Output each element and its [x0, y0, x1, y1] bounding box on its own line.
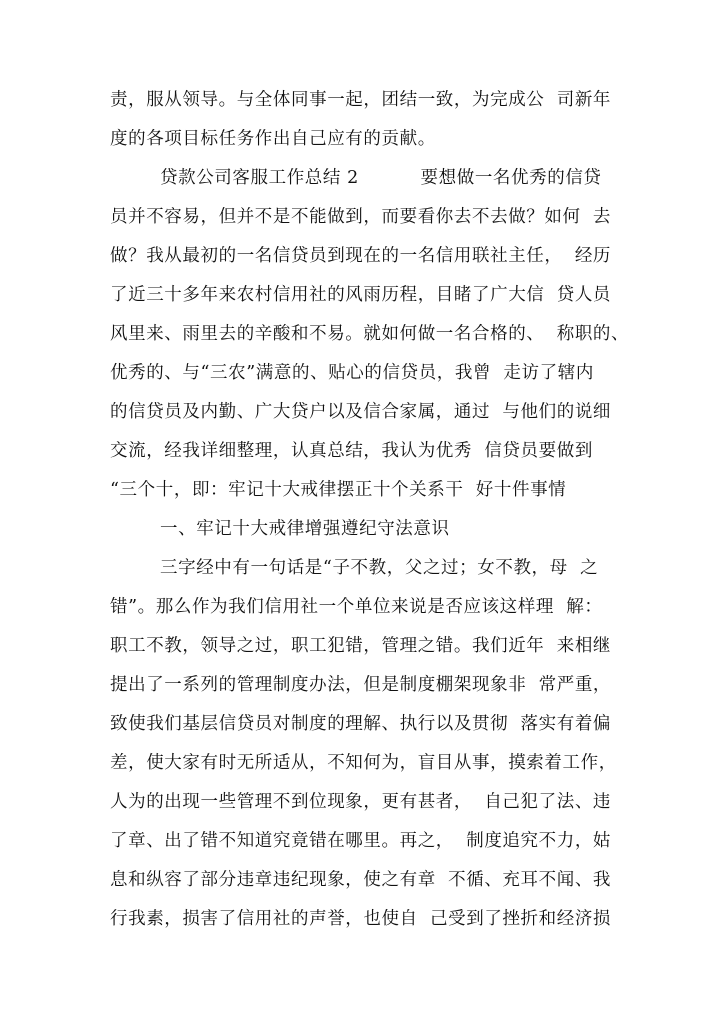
paragraph-line: 做？我从最初的一名信贷员到现在的一名信用联社主任， 经历 [110, 246, 612, 266]
paragraph-line: 三字经中有一句话是“子不教，父之过；女不教，母 之 [160, 558, 599, 578]
paragraph-line: 责，服从领导。与全体同事一起，团结一致，为完成公 司新年 [110, 90, 612, 110]
section-heading: 一、牢记十大戒律增强遵纪守法意识 [160, 519, 450, 539]
paragraph-line: 息和纵容了部分违章违纪现象，使之有章 不循、充耳不闻、我 [110, 870, 612, 890]
paragraph-line: 优秀的、与“三农”满意的、贴心的信贷员，我曾 走访了辖内 [110, 363, 594, 383]
paragraph-line: 风里来、雨里去的辛酸和不易。就如何做一名合格的、 称职的、 [110, 324, 630, 344]
paragraph-line: 行我素，损害了信用社的声誉，也使自 己受到了挫折和经济损 [110, 909, 612, 929]
paragraph-line: 错”。那么作为我们信用社一个单位来说是否应该这样理 解： [110, 597, 603, 617]
paragraph-line: 度的各项目标任务作出自己应有的贡献。 [110, 129, 436, 149]
paragraph-line: 差，使大家有时无所适从，不知何为，盲目从事，摸索着工作， [110, 753, 617, 773]
paragraph-line: 提出了一系列的管理制度办法，但是制度棚架现象非 常严重， [110, 675, 612, 695]
paragraph-line: 了近三十多年来农村信用社的风雨历程，目睹了广大信 贷人员 [110, 285, 612, 305]
paragraph-line: 交流，经我详细整理，认真总结，我认为优秀 信贷员要做到 [110, 441, 593, 461]
paragraph-line: 致使我们基层信贷员对制度的理解、执行以及贯彻 落实有着偏 [110, 714, 612, 734]
paragraph-line: “三个十，即：牢记十大戒律摆正十个关系干 好十件事情 [110, 480, 567, 500]
paragraph-line: 的信贷员及内勤、广大贷户以及信合家属，通过 与他们的说细 [110, 402, 612, 422]
paragraph-line: 了章、出了错不知道究竟错在哪里。再之， 制度追究不力，姑 [110, 831, 612, 851]
section-heading-line: 贷款公司客服工作总结 2 要想做一名优秀的信贷 [160, 168, 602, 188]
paragraph-line: 员并不容易，但并不是不能做到，而要看你去不去做？如何 去 [110, 207, 612, 227]
paragraph-line: 职工不教，领导之过，职工犯错，管理之错。我们近年 来相继 [110, 636, 612, 656]
paragraph-line: 人为的出现一些管理不到位现象，更有甚者， 自己犯了法、违 [110, 792, 612, 812]
